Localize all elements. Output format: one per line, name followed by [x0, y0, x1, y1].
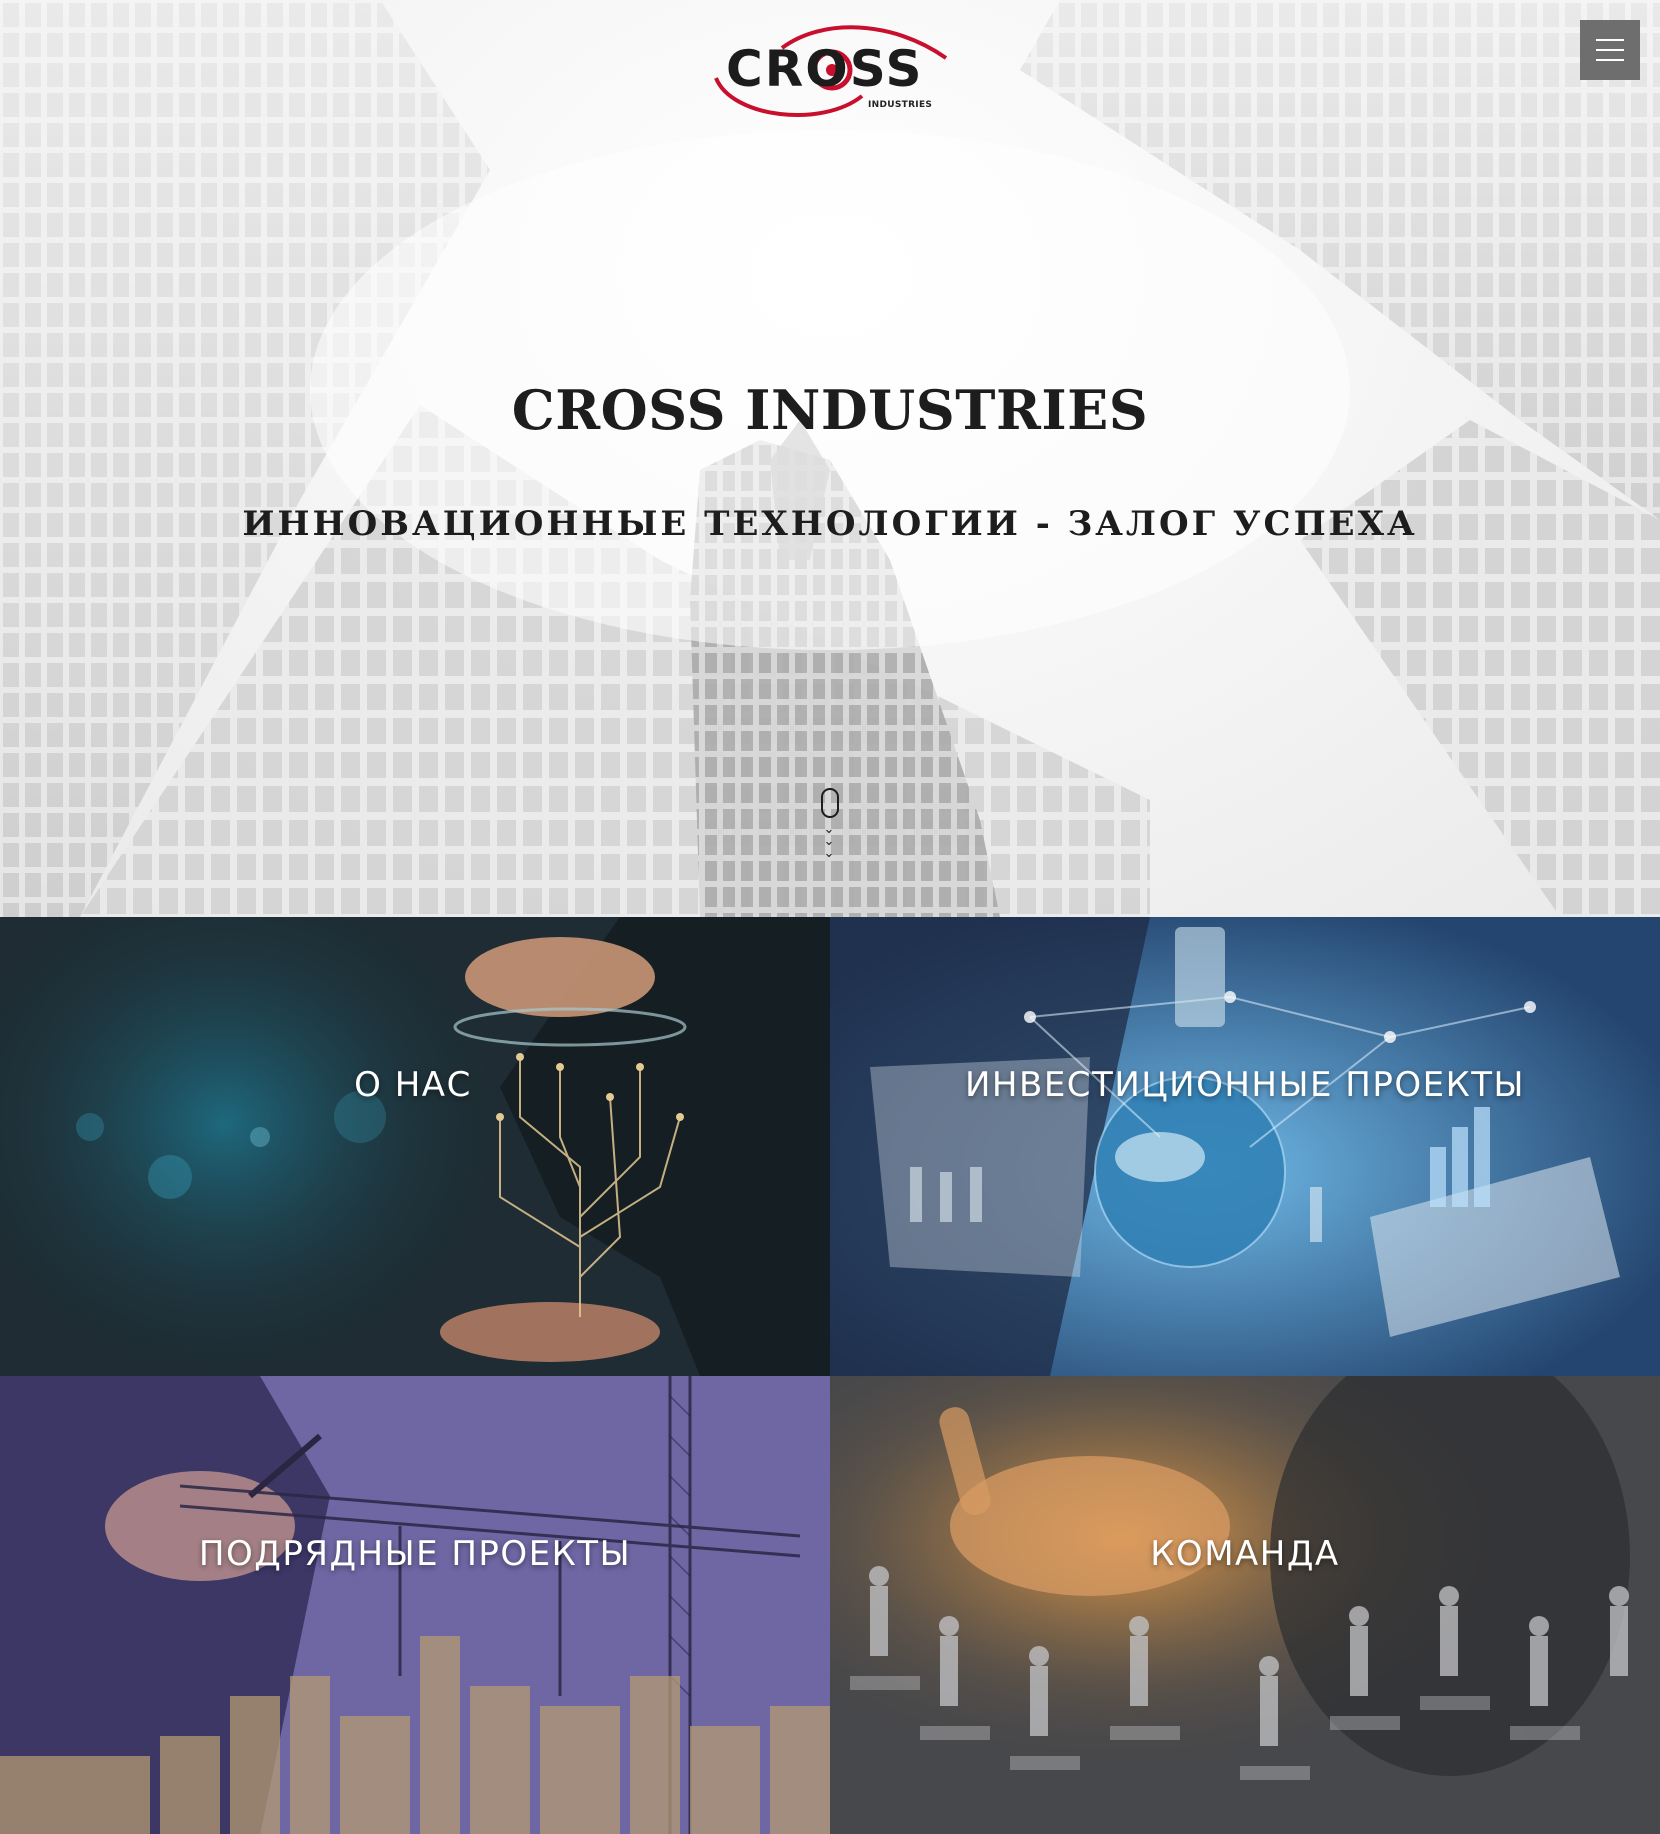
logo-wordmark: CROSS [726, 40, 924, 98]
tile-label-investment: ИНВЕСТИЦИОННЫЕ ПРОЕКТЫ [965, 1065, 1525, 1105]
tile-label-contract: ПОДРЯДНЫЕ ПРОЕКТЫ [198, 1534, 632, 1574]
hamburger-icon-bar [1596, 59, 1624, 61]
hamburger-icon [1596, 39, 1624, 41]
chevron-down-icon: ⌄ [823, 822, 835, 837]
team-network-illustration [830, 1376, 1660, 1834]
tile-investment-projects[interactable] [830, 917, 1660, 1376]
chevron-down-icon: ⌄ [823, 846, 835, 861]
circuit-tree-illustration [0, 917, 830, 1376]
hero-title: CROSS INDUSTRIES [511, 378, 1149, 442]
chevron-down-icon: ⌄ [823, 834, 835, 849]
menu-button[interactable] [1580, 20, 1640, 80]
mouse-icon [821, 788, 839, 818]
tile-label-team: КОМАНДА [1150, 1534, 1340, 1574]
investment-network-illustration [830, 917, 1660, 1376]
hamburger-icon-bar [1596, 49, 1624, 51]
tile-about-us[interactable] [0, 917, 830, 1376]
tile-team[interactable] [830, 1376, 1660, 1834]
hero-subtitle: ИННОВАЦИОННЫЕ ТЕХНОЛОГИИ - ЗАЛОГ УСПЕХА [242, 504, 1418, 544]
cross-industries-logo[interactable] [712, 18, 948, 122]
mouse-scroll-icon[interactable] [818, 788, 842, 866]
tile-contract-projects[interactable] [0, 1376, 830, 1834]
tile-label-about: О НАС [354, 1065, 472, 1105]
crane-sketch-illustration [0, 1376, 830, 1834]
logo-subtitle: INDUSTRIES [868, 100, 933, 110]
